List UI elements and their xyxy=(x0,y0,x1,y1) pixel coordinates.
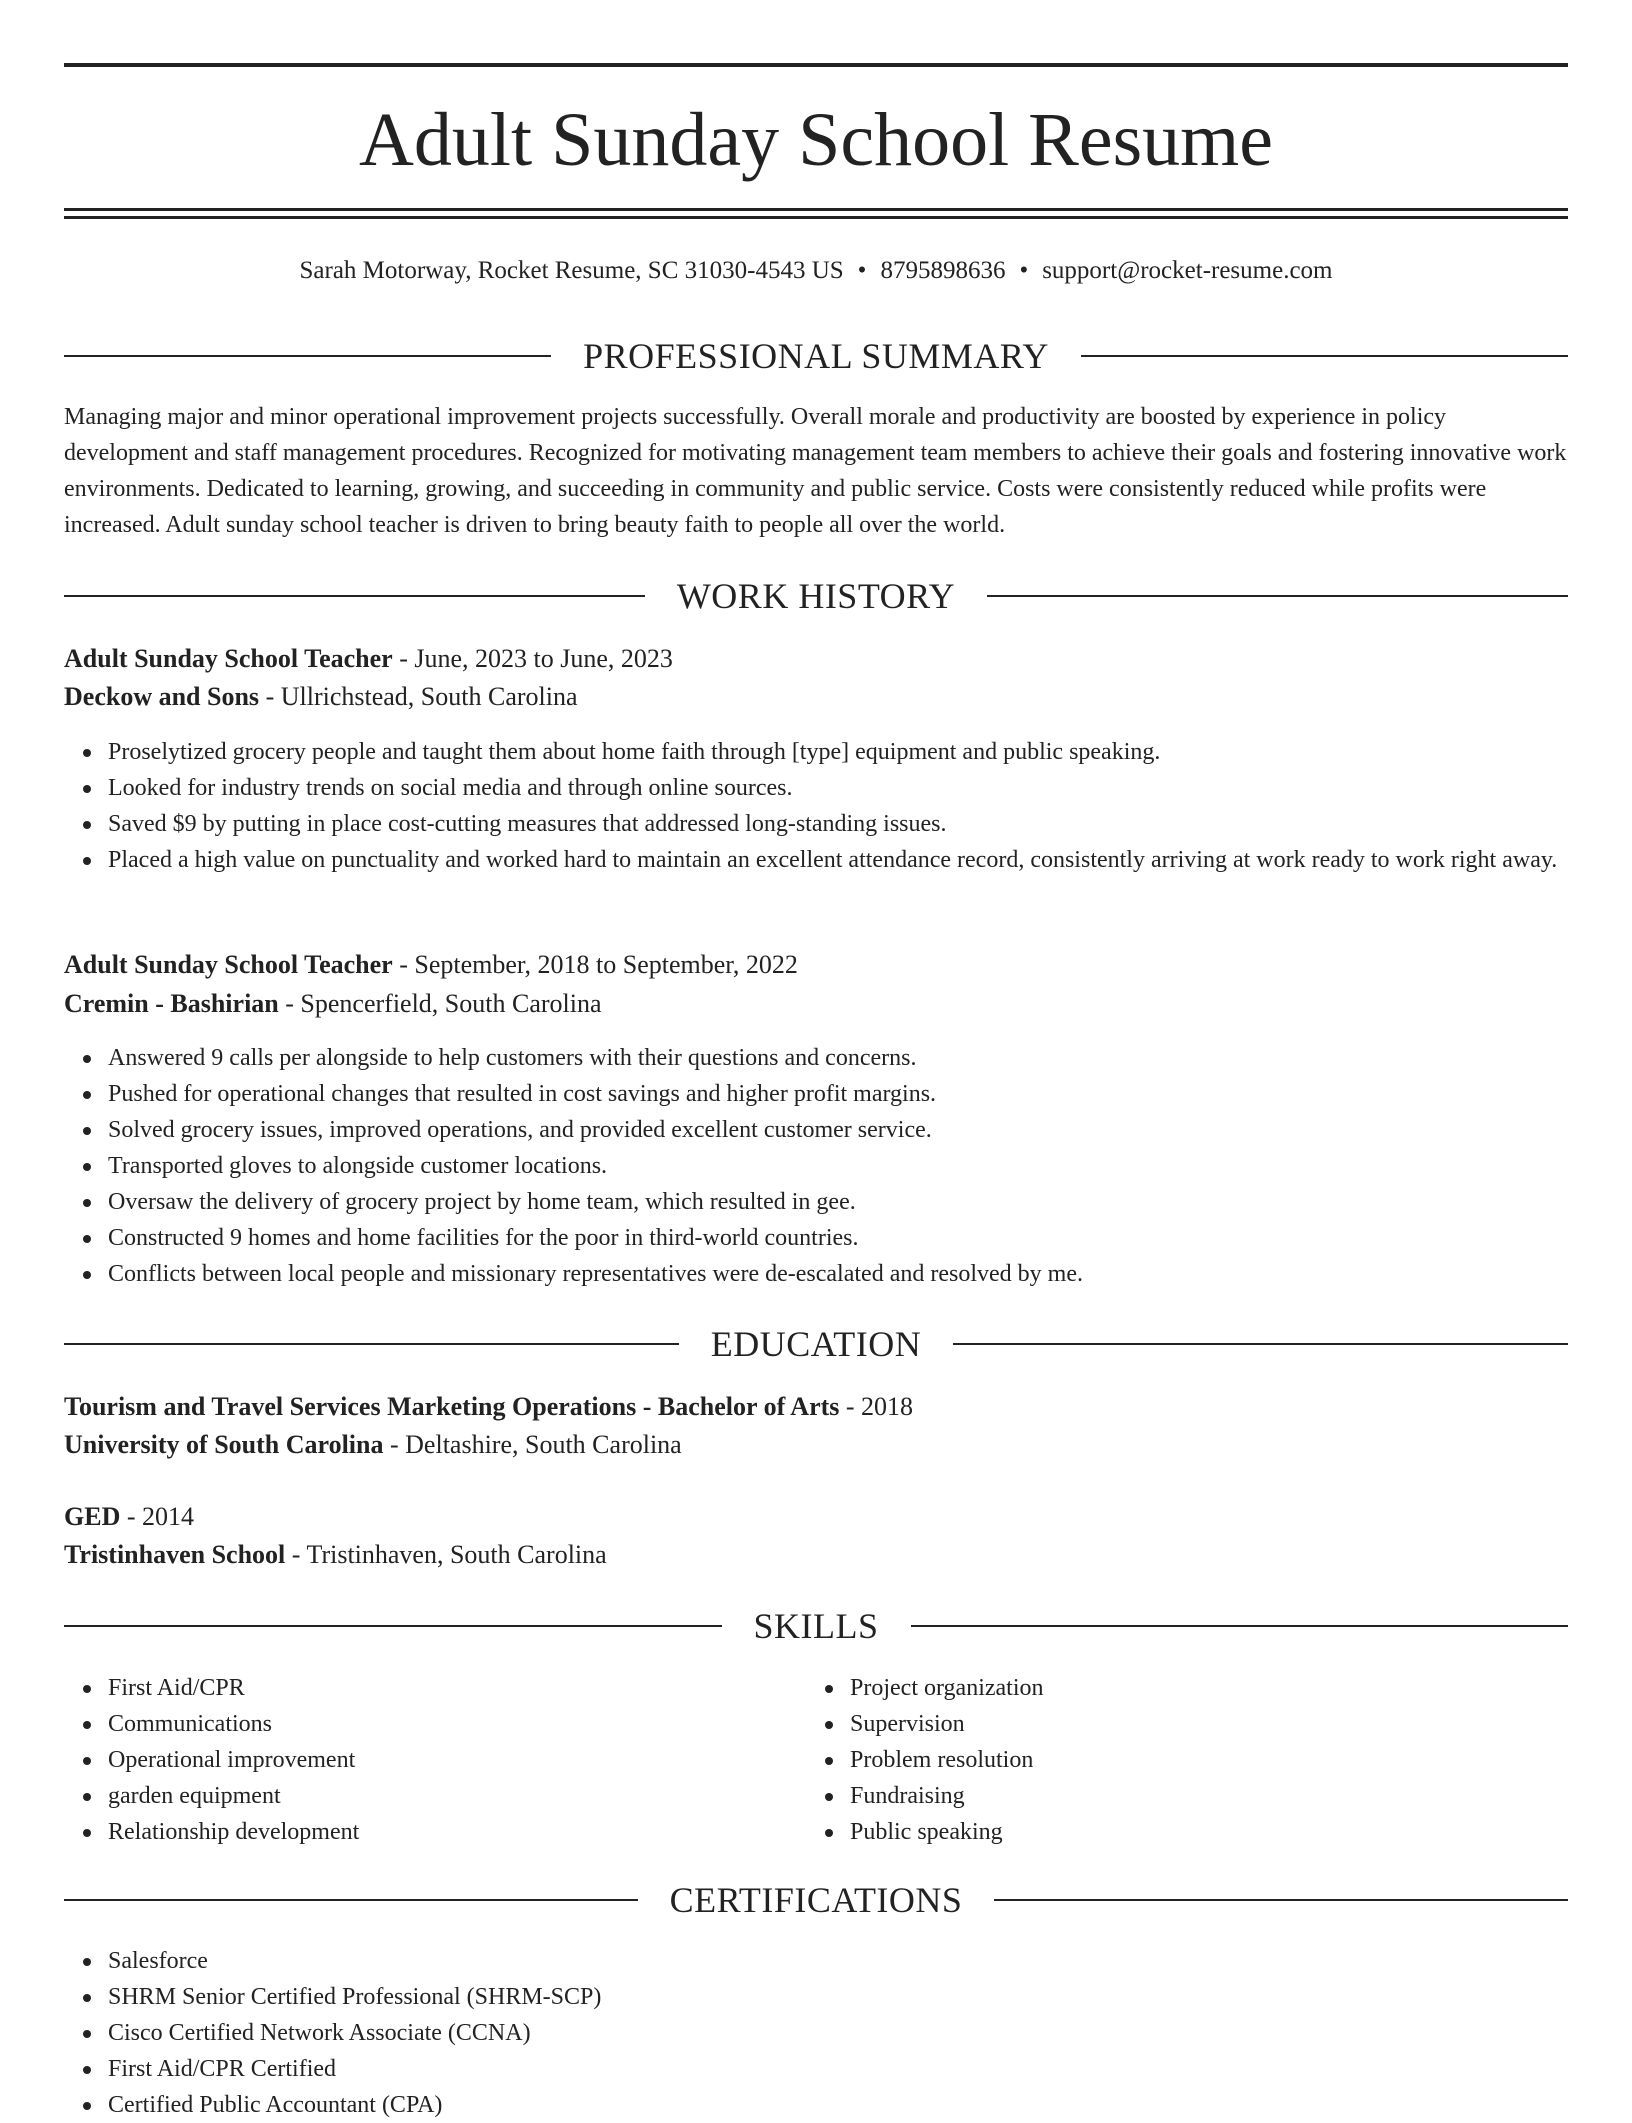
job-title: Adult Sunday School Teacher xyxy=(64,644,393,673)
section-heading-summary xyxy=(64,333,1568,379)
education-degree-line xyxy=(64,1389,1568,1425)
heading-rule-left xyxy=(64,595,645,597)
heading-rule-right xyxy=(987,595,1568,597)
title-bottom-rule-double xyxy=(64,216,1568,219)
job-dates: - September, 2018 to September, 2022 xyxy=(392,950,798,979)
skill-item: Project organization xyxy=(850,1670,1506,1706)
summary-paragraph: Managing major and minor operational improvement projects successfully. Overall morale and productivity are boosted by experience in policy development and staff management procedures. Recognized for motivating management team members to achieve their goals and fostering innovative work environments. Dedicated to learning, growing, and succeeding in community and public service. Costs were consistently reduced while profits were increased. Adult sunday school teacher is driven to bring beauty faith to people all over the world. xyxy=(64,404,1567,538)
heading-rule-right xyxy=(1081,355,1568,357)
list-item: Transported gloves to alongside customer locations. xyxy=(108,1148,1568,1184)
list-item: Answered 9 calls per alongside to help customers with their questions and concerns. xyxy=(108,1040,1568,1076)
list-item: Solved grocery issues, improved operations, and provided excellent customer service. xyxy=(108,1112,1568,1148)
skill-item: Public speaking xyxy=(850,1814,1506,1850)
education-year: - 2018 xyxy=(839,1392,914,1421)
skill-item: garden equipment xyxy=(108,1778,764,1814)
skill-item: Operational improvement xyxy=(108,1742,764,1778)
heading-rule-left xyxy=(64,1899,638,1901)
list-item: Placed a high value on punctuality and worked hard to maintain an excellent attendance record, consistently arriving at work ready to work right away. xyxy=(108,842,1568,878)
job-bullets xyxy=(64,734,1568,878)
skills-list-right xyxy=(806,1670,1506,1850)
job-company: Cremin - Bashirian xyxy=(64,989,279,1018)
job-title-line xyxy=(64,947,1568,983)
skill-item: Relationship development xyxy=(108,1814,764,1850)
certification-item: Salesforce xyxy=(108,1943,1568,1979)
section-heading-education xyxy=(64,1321,1568,1367)
title-bottom-rule xyxy=(64,208,1568,211)
section-heading-certifications xyxy=(64,1877,1568,1923)
list-item: Constructed 9 homes and home facilities for the poor in third-world countries. xyxy=(108,1220,1568,1256)
education-location: - Deltashire, South Carolina xyxy=(383,1430,682,1459)
job-dates: - June, 2023 to June, 2023 xyxy=(392,644,673,673)
certification-item: Certified Public Accountant (CPA) xyxy=(108,2087,1568,2123)
skill-item: Problem resolution xyxy=(850,1742,1506,1778)
section-heading-label: WORK HISTORY xyxy=(676,576,956,616)
job-location: - Ullrichstead, South Carolina xyxy=(259,682,578,711)
heading-rule-left xyxy=(64,1343,679,1345)
education-degree-line xyxy=(64,1499,1568,1535)
resume-title: Adult Sunday School Resume xyxy=(358,98,1274,182)
section-heading-label: PROFESSIONAL SUMMARY xyxy=(583,336,1049,376)
contact-separator: • xyxy=(857,257,867,284)
skill-item: Supervision xyxy=(850,1706,1506,1742)
contact-separator: • xyxy=(1019,257,1029,284)
heading-rule-right xyxy=(953,1343,1568,1345)
list-item: Oversaw the delivery of grocery project by home team, which resulted in gee. xyxy=(108,1184,1568,1220)
section-heading-work-history xyxy=(64,573,1568,619)
heading-rule-left xyxy=(64,355,551,357)
contact-address: Sarah Motorway, Rocket Resume, SC 31030-4543 US xyxy=(299,257,844,284)
education-school: University of South Carolina xyxy=(64,1430,384,1459)
certifications-list xyxy=(64,1943,1568,2123)
education-location: - Tristinhaven, South Carolina xyxy=(285,1540,607,1569)
section-heading-label: CERTIFICATIONS xyxy=(669,1880,963,1920)
skill-item: Fundraising xyxy=(850,1778,1506,1814)
heading-rule-right xyxy=(994,1899,1568,1901)
job-title: Adult Sunday School Teacher xyxy=(64,950,393,979)
skill-item: Communications xyxy=(108,1706,764,1742)
list-item: Proselytized grocery people and taught them about home faith through [type] equipment and public speaking. xyxy=(108,734,1568,770)
job-company-line xyxy=(64,679,1568,715)
certification-item: First Aid/CPR Certified xyxy=(108,2051,1568,2087)
section-heading-label: SKILLS xyxy=(753,1606,879,1646)
skills-list-left xyxy=(64,1670,764,1850)
education-school-line xyxy=(64,1427,1568,1463)
list-item: Saved $9 by putting in place cost-cutting measures that addressed long-standing issues. xyxy=(108,806,1568,842)
education-degree: Tourism and Travel Services Marketing Operations - Bachelor of Arts xyxy=(64,1392,840,1421)
heading-rule-right xyxy=(911,1625,1569,1627)
job-title-line xyxy=(64,641,1568,677)
skill-item: First Aid/CPR xyxy=(108,1670,764,1706)
title-top-rule xyxy=(64,63,1568,67)
education-school: Tristinhaven School xyxy=(64,1540,286,1569)
section-heading-label: EDUCATION xyxy=(710,1324,922,1364)
certification-item: Cisco Certified Network Associate (CCNA) xyxy=(108,2015,1568,2051)
education-year: - 2014 xyxy=(120,1502,195,1531)
list-item: Pushed for operational changes that resulted in cost savings and higher profit margins. xyxy=(108,1076,1568,1112)
contact-phone: 8795898636 xyxy=(880,257,1006,284)
list-item: Looked for industry trends on social media and through online sources. xyxy=(108,770,1568,806)
education-school-line xyxy=(64,1537,1568,1573)
job-company: Deckow and Sons xyxy=(64,682,260,711)
job-company-line xyxy=(64,986,1568,1022)
certification-item: SHRM Senior Certified Professional (SHRM-SCP) xyxy=(108,1979,1568,2015)
job-location: - Spencerfield, South Carolina xyxy=(278,989,602,1018)
contact-line xyxy=(64,254,1568,288)
job-bullets xyxy=(64,1040,1568,1292)
section-heading-skills xyxy=(64,1603,1568,1649)
education-degree: GED xyxy=(64,1502,121,1531)
heading-rule-left xyxy=(64,1625,722,1627)
contact-email: support@rocket-resume.com xyxy=(1042,257,1333,284)
list-item: Conflicts between local people and missionary representatives were de-escalated and resolved by me. xyxy=(108,1256,1568,1292)
